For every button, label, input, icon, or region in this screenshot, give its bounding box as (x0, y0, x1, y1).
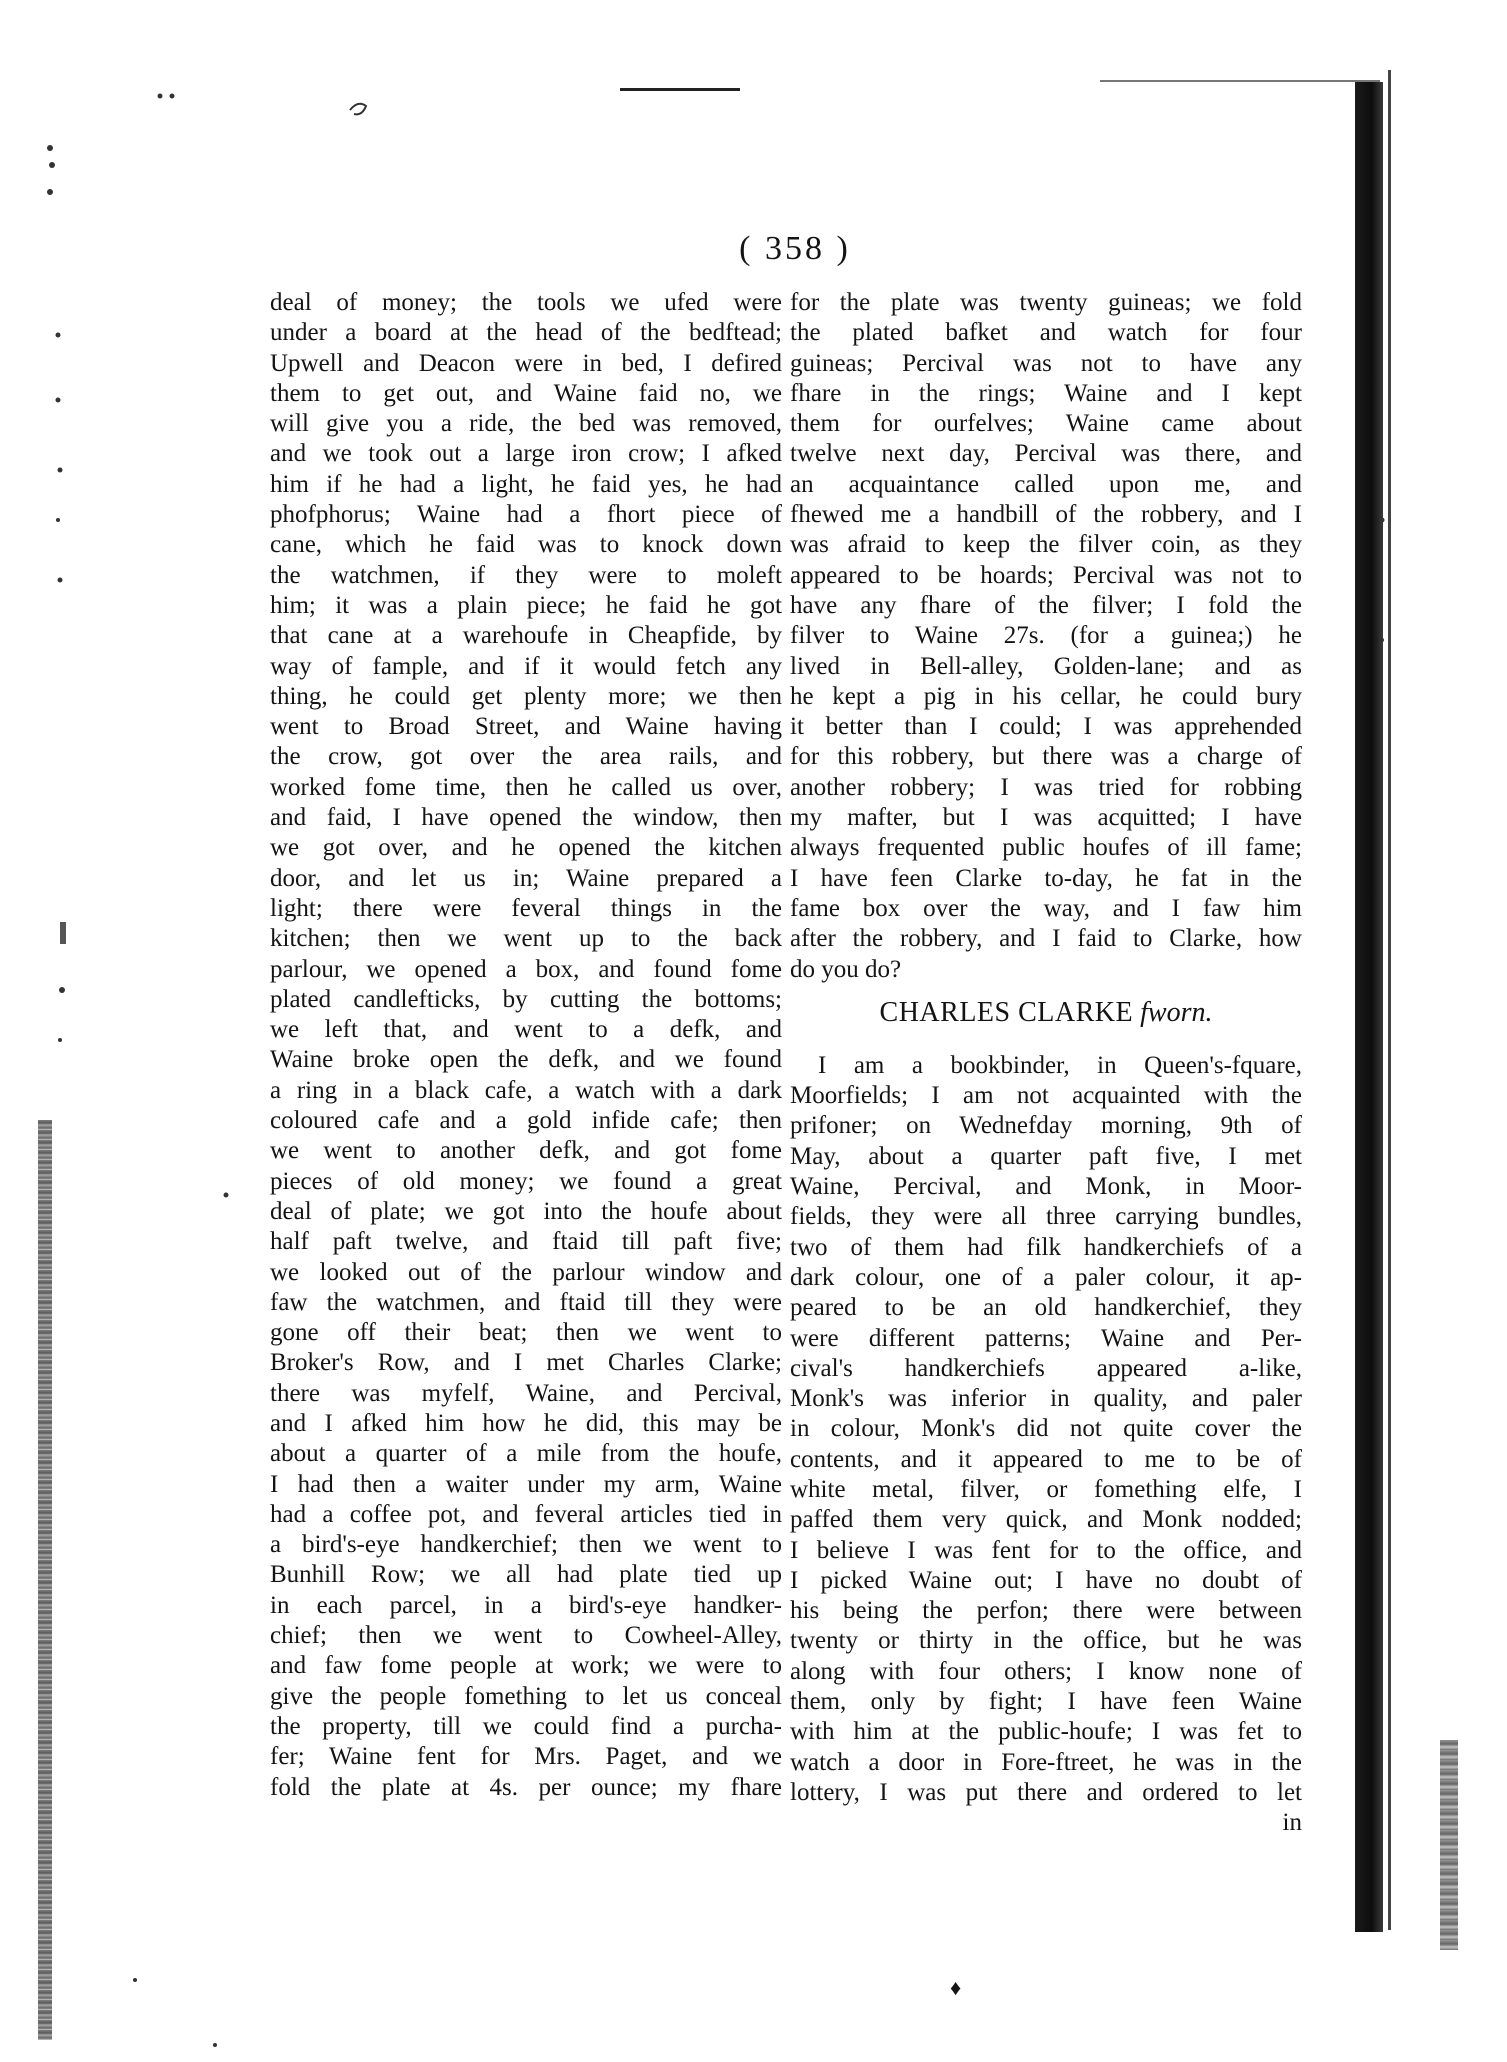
text-line: deal of plate; we got into the houfe about (270, 1197, 782, 1225)
text-line: went to Broad Street, and Waine having (270, 713, 782, 741)
witness-sworn: fworn. (1140, 996, 1213, 1028)
text-line: gone off their beat; then we went to (270, 1319, 782, 1347)
text-line: we left that, and went to a defk, and (270, 1016, 782, 1044)
text-line: paffed them very quick, and Monk nodded; (790, 1506, 1302, 1534)
text-line: we went to another defk, and got fome (270, 1137, 782, 1165)
text-line: fold the plate at 4s. per ounce; my fhare (270, 1773, 782, 1801)
text-line: and faw fome people at work; we were to (270, 1652, 782, 1680)
text-line: Waine, Percival, and Monk, in Moor- (790, 1173, 1302, 1201)
text-line: for this robbery, but there was a charge of (790, 743, 1302, 771)
text-line: fields, they were all three carrying bundles, (790, 1203, 1302, 1231)
text-line: half paft twelve, and ftaid till paft five; (270, 1228, 782, 1256)
text-line: the watchmen, if they were to moleft (270, 561, 782, 589)
catchword: in (1282, 1809, 1302, 1837)
text-line: May, about a quarter paft five, I met (790, 1142, 1302, 1170)
text-line: he kept a pig in his cellar, he could bury (790, 682, 1302, 710)
text-line: in each parcel, in a bird's-eye handker- (270, 1591, 782, 1619)
text-line: twenty or thirty in the office, but he was (790, 1627, 1302, 1655)
text-line: always frequented public houfes of ill fame; (790, 834, 1302, 862)
text-line: twelve next day, Percival was there, and (790, 440, 1302, 468)
text-line: contents, and it appeared to me to be of (790, 1445, 1302, 1473)
text-line: two of them had filk handkerchiefs of a (790, 1233, 1302, 1261)
text-line: do you do? (790, 955, 902, 983)
text-line: lived in Bell-alley, Golden-lane; and as (790, 652, 1302, 680)
text-line: them, only by fight; I have feen Waine (790, 1688, 1302, 1716)
text-line: in colour, Monk's did not quite cover the (790, 1415, 1302, 1443)
text-line: his being the perfon; there were between (790, 1597, 1302, 1625)
text-line: filver to Waine 27s. (for a guinea;) he (790, 622, 1302, 650)
text-line: fhare in the rings; Waine and I kept (790, 379, 1302, 407)
text-line: and I afked him how he did, this may be (270, 1409, 782, 1437)
text-line: under a board at the head of the bedftead; (270, 319, 782, 347)
text-line: I am a bookbinder, in Queen's-fquare, (818, 1051, 1302, 1079)
page-number: ( 358 ) (739, 230, 851, 267)
text-line: him; it was a plain piece; he faid he got (270, 591, 782, 619)
text-line: Monk's was inferior in quality, and paler (790, 1385, 1302, 1413)
text-line: door, and let us in; Waine prepared a (270, 864, 782, 892)
text-line: along with four others; I know none of (790, 1657, 1302, 1685)
text-line: chief; then we went to Cowheel-Alley, (270, 1622, 782, 1650)
text-line: we looked out of the parlour window and (270, 1258, 782, 1286)
text-line: give the people fomething to let us conceal (270, 1682, 782, 1710)
text-line: for the plate was twenty guineas; we fold (790, 289, 1302, 316)
text-line: had a coffee pot, and feveral articles tied in (270, 1500, 782, 1528)
text-line: will give you a ride, the bed was removed, (270, 410, 782, 438)
text-line: I believe I was fent for to the office, and (790, 1536, 1302, 1564)
text-line: the crow, got over the area rails, and (270, 743, 782, 771)
text-line: worked fome time, then he called us over, (270, 773, 782, 801)
text-line: dark colour, one of a paler colour, it ap- (790, 1263, 1302, 1291)
text-line: them to get out, and Waine faid no, we (270, 379, 782, 407)
text-line: kitchen; then we went up to the back (270, 925, 782, 953)
text-line: my mafter, but I was acquitted; I have (790, 804, 1302, 832)
text-line: an acquaintance called upon me, and (790, 470, 1302, 498)
witness-heading (790, 993, 1302, 1033)
text-line: we got over, and he opened the kitchen (270, 834, 782, 862)
text-line: Waine broke open the defk, and we found (270, 1046, 782, 1074)
text-line: the property, till we could find a purcha- (270, 1712, 782, 1740)
text-line: there was myfelf, Waine, and Percival, (270, 1379, 782, 1407)
text-line: I picked Waine out; I have no doubt of (790, 1566, 1302, 1594)
text-line: with him at the public-houfe; I was fet to (790, 1718, 1302, 1746)
text-line: another robbery; I was tried for robbing (790, 773, 1302, 801)
text-line: Broker's Row, and I met Charles Clarke; (270, 1349, 782, 1377)
text-line: that cane at a warehoufe in Cheapfide, by (270, 622, 782, 650)
text-line: was afraid to keep the filver coin, as they (790, 531, 1302, 559)
text-line: prifoner; on Wednefday morning, 9th of (790, 1112, 1302, 1140)
text-line: light; there were feveral things in the (270, 894, 782, 922)
text-line: about a quarter of a mile from the houfe, (270, 1440, 782, 1468)
left-column (270, 288, 782, 1803)
text-line: the plated bafket and watch for four (790, 319, 1302, 347)
text-line: I have feen Clarke to-day, he fat in the (790, 864, 1302, 892)
text-line: peared to be an old handkerchief, they (790, 1294, 1302, 1322)
text-line: him if he had a light, he faid yes, he had (270, 470, 782, 498)
text-line: guineas; Percival was not to have any (790, 349, 1302, 377)
text-line: watch a door in Fore-ftreet, he was in the (790, 1748, 1302, 1776)
text-line: Moorfields; I am not acquainted with the (790, 1082, 1302, 1110)
text-line: appeared to be hoards; Percival was not to (790, 561, 1302, 589)
text-line: I had then a waiter under my arm, Waine (270, 1470, 782, 1498)
page-ornament: ♦ (950, 1975, 962, 2000)
text-line: Bunhill Row; we all had plate tied up (270, 1561, 782, 1589)
text-line: deal of money; the tools we ufed were (270, 289, 782, 316)
text-line: a bird's-eye handkerchief; then we went to (270, 1531, 782, 1559)
text-line: pieces of old money; we found a great (270, 1167, 782, 1195)
text-line: after the robbery, and I faid to Clarke, how (790, 925, 1302, 953)
text-line: Upwell and Deacon were in bed, I defired (270, 349, 782, 377)
text-line: cane, which he faid was to knock down (270, 531, 782, 559)
text-line: plated candlefticks, by cutting the bottoms; (270, 985, 782, 1013)
text-line: parlour, we opened a box, and found fome (270, 955, 782, 983)
text-line: were different patterns; Waine and Per- (790, 1324, 1302, 1352)
text-line: fame box over the way, and I faw him (790, 894, 1302, 922)
text-line: them for ourfelves; Waine came about (790, 410, 1302, 438)
witness-name: CHARLES CLARKE (879, 996, 1134, 1028)
text-line: have any fhare of the filver; I fold the (790, 591, 1302, 619)
text-line: way of fample, and if it would fetch any (270, 652, 782, 680)
text-line: faw the watchmen, and ftaid till they were (270, 1288, 782, 1316)
text-line: and faid, I have opened the window, then (270, 804, 782, 832)
text-line: phofphorus; Waine had a fhort piece of (270, 501, 782, 529)
text-line: fhewed me a handbill of the robbery, and I (790, 501, 1302, 529)
text-line: a ring in a black cafe, a watch with a dark (270, 1076, 782, 1104)
text-line: and we took out a large iron crow; I afked (270, 440, 782, 468)
text-line: lottery, I was put there and ordered to let (790, 1778, 1302, 1806)
text-line: it better than I could; I was apprehended (790, 713, 1302, 741)
right-column (790, 288, 1302, 1839)
text-line: cival's handkerchiefs appeared a-like, (790, 1354, 1302, 1382)
text-line: coloured cafe and a gold infide cafe; then (270, 1107, 782, 1135)
text-line: thing, he could get plenty more; we then (270, 682, 782, 710)
text-line: white metal, filver, or fomething elfe, I (790, 1475, 1302, 1503)
text-line: fer; Waine fent for Mrs. Paget, and we (270, 1743, 782, 1771)
